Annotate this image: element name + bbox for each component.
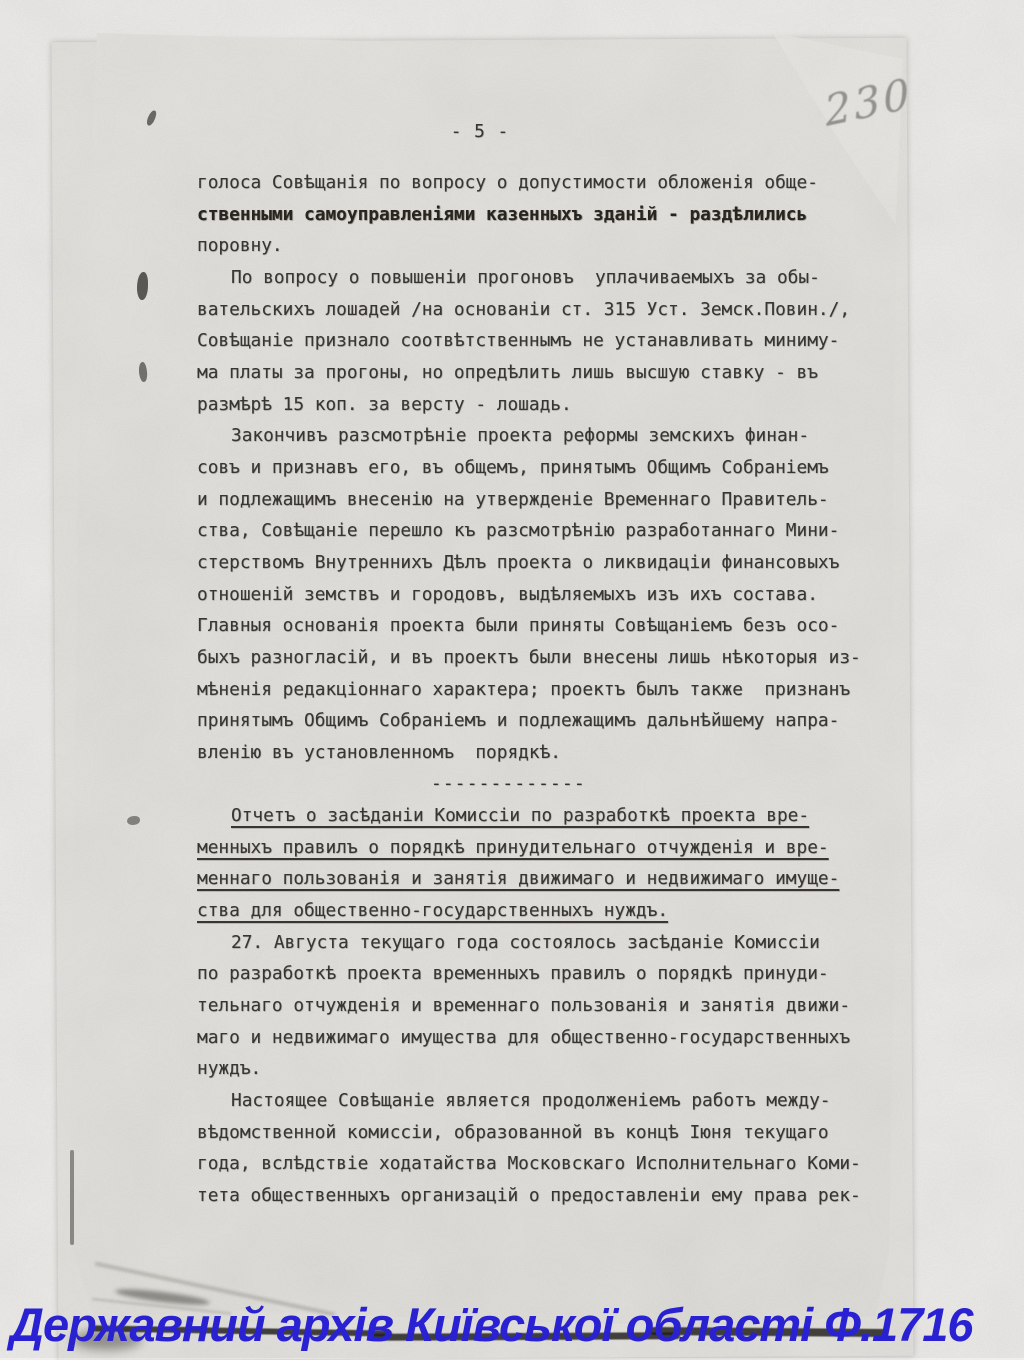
paragraph-4 — [197, 927, 887, 1085]
typed-line: Настоящее Совѣщаніе является продолженіемъ работъ между- — [231, 1090, 831, 1112]
section-separator: ------------- — [431, 773, 586, 795]
typed-line: Закончивъ разсмотрѣніе проекта реформы земскихъ финан- — [231, 425, 810, 447]
typed-line: нуждъ. — [197, 1058, 262, 1080]
paragraph-2 — [197, 262, 887, 420]
typed-line: ства для общественно-государственныхъ нуждъ. — [197, 900, 669, 922]
typed-line: меннаго пользованія и занятія движимаго и недвижимаго имуще- — [197, 868, 840, 890]
ink-speck — [70, 1150, 74, 1245]
paragraph-3 — [197, 420, 887, 768]
typed-line: поровну. — [197, 235, 283, 257]
typed-line: отношеній земствъ и городовъ, выдѣляемыхъ изъ ихъ состава. — [197, 583, 818, 605]
typed-line: вѣдомственной комиссіи, образованной въ концѣ Іюня текущаго — [197, 1121, 829, 1143]
typed-line: вательскихъ лошадей /на основаніи ст. 315 Уст. Земск.Повин./, — [197, 298, 851, 320]
typed-line: Главныя основанія проекта были приняты Совѣщаніемъ безъ осо- — [197, 615, 840, 637]
typed-line: 27. Августа текущаго года состоялось засѣданіе Комиссіи — [231, 931, 820, 953]
folio-number-handwritten: 230 — [822, 68, 915, 137]
typed-line: Совѣщаніе признало соотвѣтственнымъ не устанавливать миниму- — [197, 330, 840, 352]
typed-line: Отчетъ о засѣданіи Комиссіи по разработкѣ проекта вре- — [231, 805, 810, 827]
typed-line: стерствомъ Внутреннихъ Дѣлъ проекта о ликвидаціи финансовыхъ — [197, 551, 840, 573]
typed-line: менныхъ правилъ о порядкѣ принудительнаго отчужденія и вре- — [197, 836, 829, 858]
typed-line: мѣненія редакціоннаго характера; проектъ былъ также признанъ — [197, 678, 851, 700]
typed-line: ства, Совѣщаніе перешло къ разсмотрѣнію разработаннаго Мини- — [197, 520, 840, 542]
archive-watermark: Державний архів Київської області Ф.1716 — [10, 1298, 973, 1351]
typed-line: тета общественныхъ организацій о предоставленіи ему права рек- — [197, 1185, 861, 1206]
typed-line: ма платы за прогоны, но опредѣлить лишь высшую ставку - въ — [197, 361, 818, 383]
typed-line: голоса Совѣщанія по вопросу о допустимости обложенія обще- — [197, 172, 818, 193]
typed-line: быхъ разногласій, и въ проектъ были внесены лишь нѣкоторыя из- — [197, 646, 861, 668]
paragraph-1 — [197, 167, 887, 262]
typed-line: тельнаго отчужденія и временнаго пользованія и занятія движи- — [197, 995, 851, 1017]
typed-line: маго и недвижимаго имущества для общественно-государственныхъ — [197, 1026, 851, 1048]
typed-line: совъ и признавъ его, въ общемъ, принятымъ Общимъ Собраніемъ — [197, 456, 829, 478]
typed-line: принятымъ Общимъ Собраніемъ и подлежащимъ дальнѣйшему напра- — [197, 710, 840, 732]
typed-line: ственными самоуправленіями казенныхъ зданій - раздѣлились — [197, 203, 808, 225]
typed-line: размѣрѣ 15 коп. за версту - лошадь. — [197, 393, 572, 415]
page-number: - 5 - — [450, 121, 510, 142]
typed-line: вленію въ установленномъ порядкѣ. — [197, 741, 561, 763]
paragraph-5 — [197, 1085, 887, 1212]
typed-line: по разработкѣ проекта временныхъ правилъ о порядкѣ принуди- — [197, 963, 829, 985]
typed-line: и подлежащимъ внесенію на утвержденіе Временнаго Правитель- — [197, 488, 829, 510]
report-heading — [197, 800, 887, 927]
typed-body — [197, 167, 887, 1212]
typed-line: года, вслѣдствіе ходатайства Московскаго Исполнительнаго Коми- — [197, 1153, 861, 1175]
typed-line: По вопросу о повышеніи прогоновъ уплачиваемыхъ за обы- — [231, 266, 820, 288]
